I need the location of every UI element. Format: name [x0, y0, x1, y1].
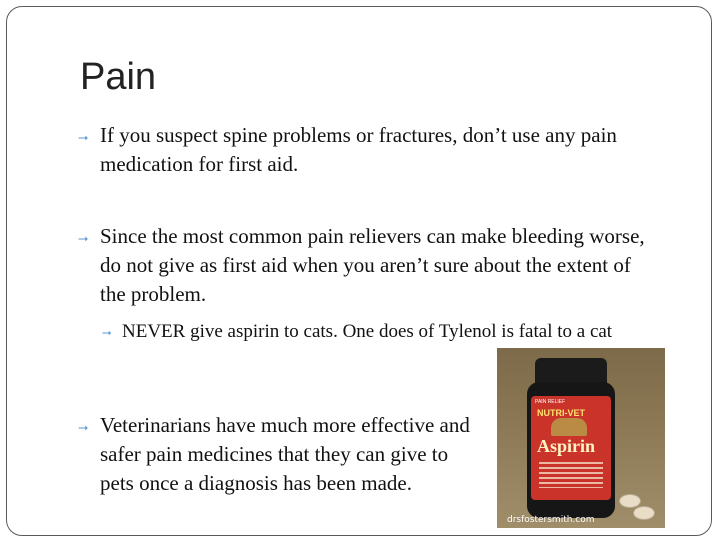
bullet-spine-fractures	[78, 121, 680, 179]
label-top-text: PAIN RELIEF	[535, 399, 566, 405]
aspirin-bottle	[527, 358, 615, 518]
dog-illustration	[551, 418, 587, 436]
bullet-text: NEVER give aspirin to cats. One does of Tylenol is fatal to a cat	[122, 321, 613, 342]
sub-bullet-aspirin-cats	[102, 318, 682, 345]
label-fine-print	[539, 462, 603, 488]
slide-title: Pain	[80, 56, 157, 98]
bullet-text: If you suspect spine problems or fractures, don’t use any pain medication for first aid.	[100, 123, 617, 176]
bullet-veterinarians	[78, 411, 480, 498]
aspirin-bottle-photo	[497, 348, 665, 528]
bullet-arrow-icon: ⭢	[78, 129, 89, 144]
bullet-text: Veterinarians have much more effective and safer pain medicines that they can give to pets once a diagnosis has been made.	[100, 413, 470, 495]
bullet-arrow-icon: ⭢	[102, 325, 112, 339]
bottle-label	[531, 396, 611, 500]
bullet-text: Since the most common pain relievers can make bleeding worse, do not give as first aid when you aren’t sure about the extent of the problem.	[100, 224, 645, 306]
label-brand: NUTRI-VET	[537, 408, 585, 418]
tablet	[633, 506, 655, 520]
image-credit: drsfostersmith.com	[507, 515, 595, 525]
bottle-cap	[535, 358, 607, 384]
label-product-name: Aspirin	[537, 436, 596, 456]
bullet-arrow-icon: ⭢	[78, 230, 89, 245]
bullet-arrow-icon: ⭢	[78, 419, 89, 434]
bullet-pain-relievers-bleeding	[78, 222, 660, 309]
